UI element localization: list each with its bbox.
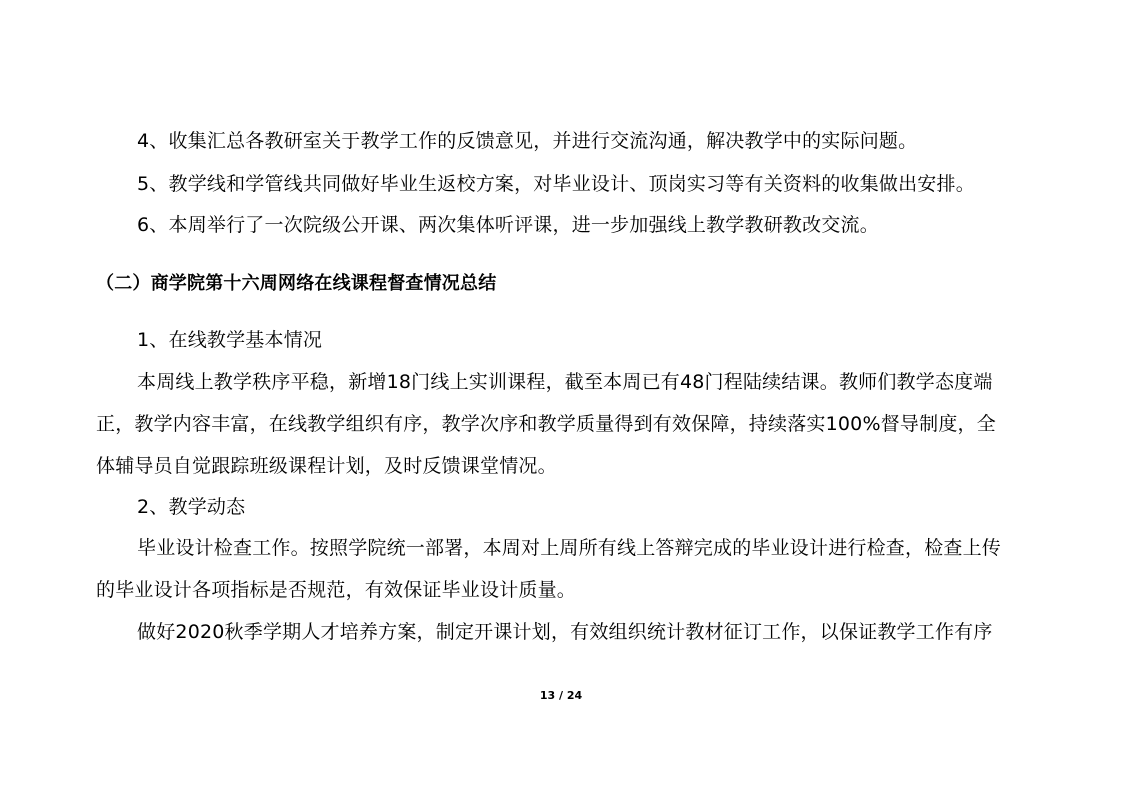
subheading-teaching-dynamics: 2、教学动态 — [137, 496, 246, 518]
paragraph-line: 本周线上教学秩序平稳，新增18门线上实训课程，截至本周已有48门程陆续结课。教师们教学态度端 — [137, 371, 993, 393]
page-number: 13 / 24 — [539, 689, 583, 702]
paragraph-line: 毕业设计检查工作。按照学院统一部署，本周对上周所有线上答辩完成的毕业设计进行检查，检查上传 — [137, 537, 1002, 559]
paragraph-item-6: 6、本周举行了一次院级公开课、两次集体听评课，进一步加强线上教学教研教改交流。 — [137, 214, 879, 236]
paragraph-line: 正，教学内容丰富，在线教学组织有序，教学次序和教学质量得到有效保障，持续落实100%督导制度，全 — [96, 413, 996, 435]
paragraph-line: 体辅导员自觉跟踪班级课程计划，及时反馈课堂情况。 — [96, 455, 557, 477]
paragraph-item-5: 5、教学线和学管线共同做好毕业生返校方案，对毕业设计、顶岗实习等有关资料的收集做出安排。 — [137, 173, 975, 195]
subheading-teaching-status: 1、在线教学基本情况 — [137, 329, 323, 351]
section-heading: （二）商学院第十六周网络在线课程督查情况总结 — [96, 273, 497, 294]
paragraph-item-4: 4、收集汇总各教研室关于教学工作的反馈意见，并进行交流沟通，解决教学中的实际问题。 — [137, 130, 918, 152]
paragraph-line: 做好2020秋季学期人才培养方案，制定开课计划，有效组织统计教材征订工作，以保证教学工作有序 — [137, 621, 993, 643]
paragraph-line: 的毕业设计各项指标是否规范，有效保证毕业设计质量。 — [96, 579, 577, 601]
